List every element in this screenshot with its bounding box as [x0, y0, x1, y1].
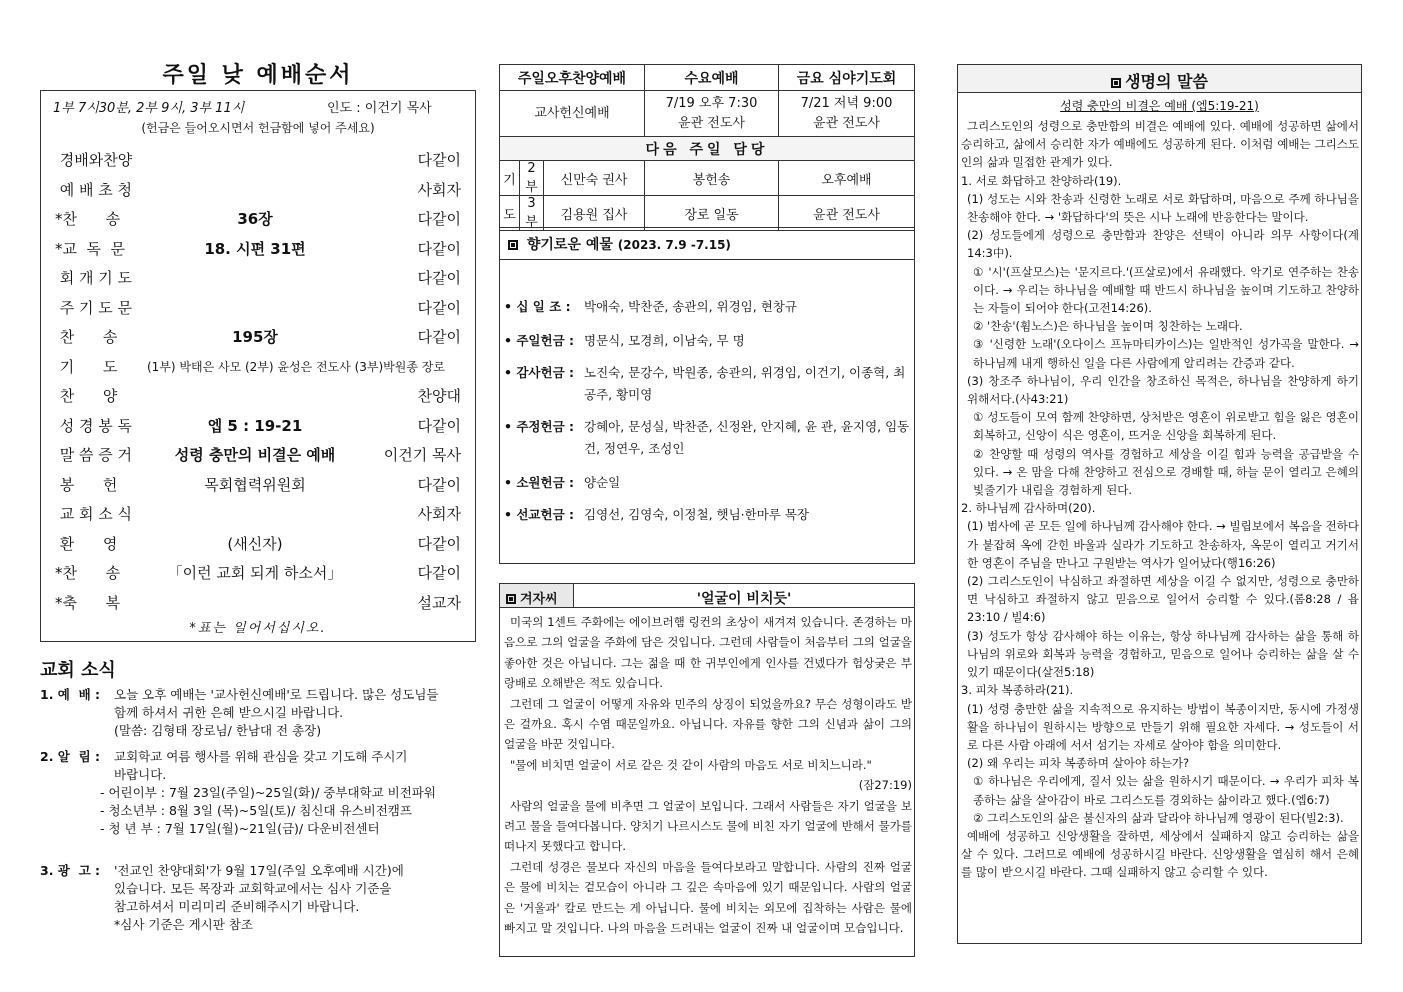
sermon-line: ③ '신령한 노래'(오다이스 프뉴마티카이스)는 일반적인 성가곡을 말한다. → 하나님께 내게 행하신 일을 다른 사람에게 알리려는 간증과 같다.	[973, 337, 1359, 370]
order-row-role: 다같이	[417, 239, 461, 258]
order-row-item: 목회협력위원회	[204, 475, 306, 494]
order-row-item: 「이런 교회 되게 하소서」	[167, 564, 343, 582]
order-row-label: 경배와찬양	[55, 151, 133, 169]
sermon-line: ① 하나님은 우리에게, 질서 있는 삶을 원하시기 때문이다. → 우리가 피차 복종하는 삶을 살아감이 바로 그리스도를 경외하는 삶이라고 했다.(엡6:7)	[973, 774, 1359, 807]
schedule-header-sunday: 주일오후찬양예배	[500, 65, 645, 91]
mustard-seed-body	[504, 612, 912, 939]
sermon-line: (2) 왜 우리는 피차 복종하며 살아야 하는가?	[967, 756, 1190, 771]
duty-name-3: 김용원 집사	[544, 196, 645, 231]
order-row-label: 찬 송	[55, 328, 118, 346]
order-row-item: 195장	[232, 328, 278, 346]
sermon-line: 2. 하나님께 감사하며(20).	[961, 501, 1096, 516]
order-row-item: 성령 충만의 비결은 예배	[174, 446, 336, 464]
order-row	[55, 145, 461, 173]
order-row-item: 엡 5 : 19-21	[207, 416, 303, 435]
order-row-label: 회 개 기 도	[55, 269, 133, 287]
offering-title: 향기로운 예물	[526, 237, 613, 253]
schedule-cell-wednesday: 7/19 오후 7:30 윤관 전도사	[645, 91, 779, 137]
order-row-role: 이건기 목사	[383, 446, 461, 464]
standing-note: *표는 일어서십시오.	[189, 621, 327, 636]
schedule-header-wednesday: 수요예배	[645, 65, 779, 91]
order-row-label: 봉 헌	[55, 475, 118, 494]
order-row-label: 주 기 도 문	[55, 298, 133, 317]
offering-title-bar	[500, 228, 914, 260]
order-title: 주일 낮 예배순서	[162, 63, 354, 88]
service-leader: 인도 : 이건기 목사	[327, 101, 432, 116]
duty-title: 다음 주일 담당	[500, 137, 915, 161]
square-bullet-icon	[508, 240, 518, 250]
offering-category: • 감사헌금 :	[504, 365, 574, 380]
news-item-line: 있습니다. 모든 목장과 교회학교에서는 심사 기준을	[114, 881, 392, 896]
news-item-body	[114, 686, 476, 740]
news-item-line: 오늘 오후 예배는 '교사헌신예배'로 드립니다. 많은 성도님들	[114, 687, 439, 702]
offering-names: 명문식, 모경희, 이남숙, 무 명	[584, 333, 745, 348]
mustard-seed-paragraph: 사람의 얼굴을 물에 비추면 그 얼굴이 보입니다. 그래서 사람들은 자기 얼굴을 보려고 물을 들여다봅니다. 양치기 나르시스도 물에 비친 자기 얼굴에 반해서 물가를 떠나지 못했다고 합니다.	[504, 798, 912, 854]
offering-row	[504, 504, 910, 526]
news-subitem: - 청소년부 : 8월 3일 (목)~5일(토)/ 침신대 유스비전캠프	[100, 803, 412, 818]
order-row-role: 다같이	[417, 298, 461, 317]
order-header	[53, 97, 463, 116]
order-row	[55, 588, 461, 616]
news-item	[40, 862, 476, 934]
news-item-line: 함께 하셔서 귀한 은혜 받으시길 바랍니다.	[114, 705, 344, 720]
offering-names: 노진숙, 문강수, 박원종, 송관의, 위경임, 이건기, 이종혁, 최공주, 황미영	[584, 365, 906, 402]
schedule-cell-sunday: 교사헌신예배	[500, 91, 645, 137]
order-row	[55, 204, 461, 232]
order-row-label: 예 배 초 청	[55, 180, 133, 199]
order-row-label: *찬 송	[55, 210, 121, 228]
news-title: 교회 소식	[40, 660, 116, 681]
sermon-subtitle: 성령 충만의 비결은 예배 (엡5:19-21)	[1060, 99, 1259, 113]
order-row	[55, 529, 461, 557]
mustard-seed-title: '얼굴이 비치듯'	[696, 591, 792, 607]
offering-category: • 주정헌금 :	[504, 419, 574, 434]
news-item-line: (말씀: 김형태 장로님/ 한남대 전 총장)	[114, 723, 322, 738]
offering-period: (2023. 7.9 -7.15)	[617, 238, 731, 252]
news-subitem: - 청 년 부 : 7월 17일(월)~21일(금)/ 다운비전센터	[100, 821, 380, 836]
offering-note: (헌금은 들어오시면서 헌금함에 넣어 주세요)	[141, 121, 375, 135]
offering-row	[504, 472, 910, 494]
news-item-label: 1. 예 배 :	[40, 687, 101, 702]
mustard-seed-paragraph: 미국의 1센트 주화에는 에이브러햄 링컨의 초상이 새겨져 있습니다. 존경하는 마음으로 그의 얼굴을 주화에 담은 것입니다. 그런데 사람들이 처음부터 그의 얼굴을 좋아한 것은 아닙니다. 그는 젊을 때 한 귀부인에게 인사를 건넸다가 험상궂은 부랑배로 오해받은 적도 있습니다.	[504, 615, 912, 691]
offering-box	[499, 227, 915, 564]
mustard-seed-paragraph: (잠27:19)	[858, 778, 912, 793]
offering-row	[504, 296, 910, 318]
offering-category: • 소원헌금 :	[504, 475, 574, 490]
sermon-line: ① '시'(프살모스)는 '문지르다.'(프살로)에서 유래했다. 악기로 연주하는 찬송이다. → 우리는 하나님을 예배할 때 반드시 하나님을 높이며 기도하고 찬양하는 자들이 되어야 한다(고전14:26).	[973, 264, 1359, 316]
square-bullet-icon	[506, 594, 516, 604]
news-item-label: 3. 광 고 :	[40, 863, 101, 878]
order-row-label: 찬 양	[55, 387, 118, 405]
news-item-line: *심사 기준은 게시판 참조	[114, 917, 253, 932]
order-row-role: 다같이	[417, 151, 461, 169]
order-row-label: 기 도	[55, 357, 118, 376]
schedule-header-friday: 금요 심야기도회	[779, 65, 915, 91]
sermon-line: (1) 성도는 시와 찬송과 신령한 노래로 서로 화답하며, 마음으로 주께 하나님을 찬송해야 한다. → '화답하다'의 뜻은 시나 노래에 반응한다는 말이다.	[967, 191, 1359, 225]
duty-do: 도	[500, 196, 520, 231]
sermon-line: 예배에 성공하고 신앙생활을 잘하면, 세상에서 실패하지 않고 승리하는 삶을 살 수 있다. 그러므로 예배에 성공하시길 바란다. 신앙생활을 열심히 해서 은혜를 많이 받으시길 바란다. 그때 실패하지 않고 승리할 수 있다.	[961, 828, 1359, 880]
offering-row	[504, 416, 910, 460]
sermon-line: (1) 성령 충만한 삶을 지속적으로 유지하는 방법이 복종이지만, 동시에 가정생활을 하나님이 원하시는 방향으로 만들기 위해 필요한 자세다. → 성도들이 서로 다른 사람 아래에 서서 섬기는 자세로 살아야 함을 의미한다.	[967, 701, 1359, 752]
order-row	[55, 411, 461, 439]
sermon-line: ② '찬송'(휨노스)은 하나님을 높이며 칭찬하는 노래다.	[973, 319, 1243, 334]
order-row-role: 다같이	[417, 328, 461, 346]
order-row-label: 말 씀 증 거	[55, 446, 133, 464]
mustard-seed-paragraph: 그런데 그 얼굴이 어떻게 자유와 민주의 상징이 되었을까요? 무슨 성형이라도 받은 걸까요. 혹시 수염 때문일까요. 아닙니다. 자유를 향한 그의 신념과 삶이 그의 얼굴을 바꾼 것입니다.	[504, 696, 912, 752]
order-row	[55, 293, 461, 321]
duty-name-2: 신만숙 권사	[544, 161, 645, 196]
order-row	[55, 352, 461, 380]
schedule-table	[499, 64, 915, 231]
order-row-role: 다같이	[417, 416, 461, 435]
sermon-line: (1) 범사에 곧 모든 일에 하나님께 감사해야 한다. → 빌립보에서 복음을 전하다가 붙잡혀 옥에 갇힌 바울과 실라가 기도하고 찬송하자, 옥문이 열리고 거기서 한 영혼이 주님을 만나고 구원받는 역사가 일어났다(행16:26)	[967, 519, 1359, 570]
order-row	[55, 234, 461, 262]
order-row-item: 36장	[237, 210, 273, 228]
order-row-role: 설교자	[417, 593, 461, 612]
order-row-role: 다같이	[417, 475, 461, 494]
duty-gi: 기	[500, 161, 520, 196]
order-row-label: 성 경 봉 독	[55, 416, 133, 435]
order-row-role: 다같이	[417, 210, 461, 228]
order-row-label: *찬 송	[55, 564, 121, 582]
sermon-line: (2) 그리스도인이 낙심하고 좌절하면 세상을 이길 수 없지만, 성령으로 충만하면 낙심하고 좌절하지 않고 믿음으로 일어서 승리할 수 있다.(롬8:28 / 욥23:10 / 빌4:6)	[967, 574, 1359, 625]
order-row-label: 환 영	[55, 534, 118, 553]
order-row	[55, 263, 461, 291]
sermon-line: (3) 성도가 항상 감사해야 하는 이유는, 항상 하나님께 감사하는 삶을 통해 하나님의 위로와 회복과 능력을 경험하고, 믿음으로 일어나 승리하는 삶을 살 수 있기 때문이다(살전5:18)	[967, 628, 1359, 680]
news-item-body	[114, 748, 476, 784]
offering-row	[504, 330, 910, 352]
news-item	[40, 748, 476, 838]
order-row-role: 다같이	[417, 269, 461, 287]
order-row	[55, 499, 461, 527]
order-row-role: 사회자	[417, 505, 461, 523]
mustard-seed-header	[500, 584, 914, 608]
offering-names: 양순일	[584, 475, 621, 490]
mustard-seed-paragraph: 그런데 성경은 물보다 자신의 마음을 들여다보라고 말합니다. 사람의 진짜 얼굴은 물에 비치는 겉모습이 아니라 그 깊은 속마음에 있기 때문입니다. 사람의 얼굴은 '거울과' 칼로 만드는 게 아닙니다. 물에 비치는 외모에 집착하는 사람은 물에 빠지고 말 것입니다. 나의 마음을 드러내는 얼굴이 진짜 내 얼굴이며 모습입니다.	[504, 859, 912, 936]
schedule-cell-friday: 7/21 저녁 9:00 윤관 전도사	[779, 91, 915, 137]
duty-part-3: 3부	[520, 196, 544, 231]
offering-category: • 주일헌금 :	[504, 333, 574, 348]
sermon-line: ① 성도들이 모여 함께 찬양하면, 상처받은 영혼이 위로받고 힘을 잃은 영혼이 회복하고, 신앙이 식은 영혼이, 뜨거운 신앙을 회복하게 된다.	[973, 410, 1359, 443]
news-item-label: 2. 알 림 :	[40, 749, 101, 764]
offering-names: 박애숙, 박찬준, 송관의, 위경임, 현창규	[584, 299, 797, 314]
sermon-line: ② 그리스도인의 삶은 불신자의 삶과 달라야 하나님께 영광이 된다(빌2:3).	[973, 810, 1344, 825]
mustard-seed-paragraph: "물에 비치면 얼굴이 서로 같은 것 같이 사람의 마음도 서로 비치느니라."	[510, 757, 872, 772]
sermon-line: ② 찬양할 때 성령의 역사를 경험하고 세상을 이길 힘과 능력을 공급받을 수 있다. → 온 맘을 다해 찬양하고 전심으로 경배할 때, 하늘 문이 열리고 은혜의 빛줄기가 내림을 경험하게 된다.	[973, 446, 1359, 498]
order-row-item: (새신자)	[227, 534, 283, 553]
news-item-body	[114, 862, 476, 934]
word-of-life-title: 생명의 말씀	[1125, 72, 1208, 91]
offering-names: 강혜아, 문성실, 박찬준, 신정완, 안지혜, 윤 관, 윤지영, 임동건, 정연우, 조성인	[584, 419, 910, 456]
order-row	[55, 558, 461, 586]
word-of-life-box	[957, 64, 1362, 944]
duty-part-2: 2부	[520, 161, 544, 196]
worship-order-box	[40, 90, 476, 642]
offering-names: 김영선, 김영숙, 이정철, 햇님·한마루 목장	[584, 507, 809, 522]
news-item-line: 참고하셔서 미리미리 준비해주시기 바랍니다.	[114, 899, 360, 914]
service-times: 1부 7시30분, 2부 9시, 3부 11시	[53, 101, 245, 116]
order-row-role: 사회자	[417, 180, 461, 199]
sermon-line: (3) 창조주 하나님이, 우리 인간을 창조하신 목적은, 하나님을 찬양하게 하기 위해서다.(사43:21)	[967, 373, 1359, 407]
order-row	[55, 381, 461, 409]
sermon-body	[961, 117, 1359, 882]
order-row-role: 찬양대	[417, 387, 461, 405]
duty-offering-value: 장로 일동	[645, 196, 779, 231]
square-bullet-icon	[1111, 78, 1121, 88]
news-subitem: - 어린이부 : 7월 23일(주일)~25일(화)/ 중부대학교 비전파워	[100, 785, 436, 800]
order-row-role: 다같이	[417, 534, 461, 553]
duty-afternoon-label: 오후예배	[779, 161, 915, 196]
sermon-line: 3. 피차 복종하라(21).	[961, 683, 1074, 698]
mustard-seed-box	[499, 583, 915, 957]
offering-row	[504, 362, 910, 406]
sermon-line: (2) 성도들에게 성령으로 충만함과 찬양은 선택이 아니라 의무 사항이다(계14:3中).	[967, 228, 1359, 261]
news-item-line: 교회학교 여름 행사를 위해 관심을 갖고 기도해 주시기	[114, 749, 408, 764]
word-of-life-header	[958, 65, 1361, 93]
news-item	[40, 686, 476, 740]
news-item-line: 바랍니다.	[114, 767, 167, 782]
order-row-item: 18. 시편 31편	[204, 239, 306, 258]
order-row	[55, 175, 461, 203]
prayer-assignments: (1부) 박태은 사모 (2부) 윤성은 전도사 (3부)박원종 장로	[147, 359, 445, 374]
offering-category: • 선교헌금 :	[504, 507, 574, 522]
order-row-label: 교 회 소 식	[55, 505, 133, 523]
duty-offering-label: 봉헌송	[645, 161, 779, 196]
order-row	[55, 440, 461, 468]
duty-afternoon-value: 윤관 전도사	[779, 196, 915, 231]
order-row-label: *교 독 문	[55, 239, 126, 258]
news-item-line: '전교인 찬양대회'가 9월 17일(주일 오후예배 시간)에	[114, 863, 404, 878]
sermon-line: 그리스도인의 성령으로 충만함의 비결은 예배에 있다. 예배에 성공하면 삶에서 승리하고, 삶에서 승리한 자가 예배에도 성공하게 된다. 이처럼 예배는 그리스도인의 삶과 밀접한 관계가 있다.	[961, 119, 1359, 170]
order-row	[55, 470, 461, 498]
offering-category: • 십 일 조 :	[504, 299, 571, 314]
sermon-line: 1. 서로 화답하고 찬양하라(19).	[961, 173, 1122, 188]
order-row	[55, 322, 461, 350]
order-row-label: *축 복	[55, 593, 121, 612]
order-row-role: 다같이	[417, 564, 461, 582]
mustard-seed-label: 겨자씨	[500, 584, 574, 607]
